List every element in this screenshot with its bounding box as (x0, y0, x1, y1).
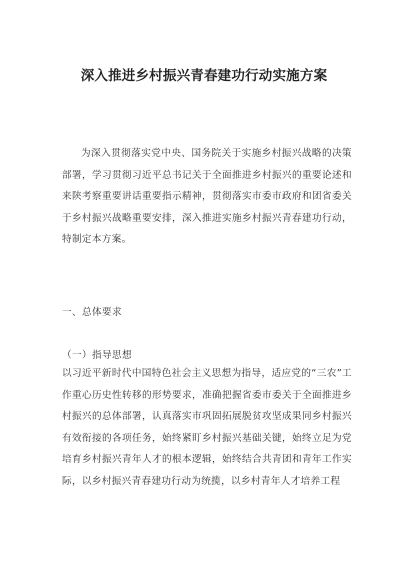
section-heading-general-requirements: 一、总体要求 (62, 307, 122, 318)
subsection-heading-guiding-ideology: （一）指导思想 (62, 350, 132, 361)
guiding-ideology-paragraph: 以习近平新时代中国特色社会主义思想为指导，适应党的“三农”工作重心历史性转移的形势要求，准确把握省委市委关于全面推进乡村振兴的总体部署，认真落实市巩固拓展脱贫攻坚成果同乡村振兴有效衔接的各项任务，始终紧盯乡村振兴基础关键，始终立足为党培育乡村振兴青年人才的根本逻辑，始终结合共青团和青年工作实际，以乡村振兴青春建功行动为统揽，以乡村青年人才培养工程 (62, 368, 352, 487)
intro-paragraph: 为深入贯彻落实党中央、国务院关于实施乡村振兴战略的决策部署，学习贯彻习近平总书记关于全面推进乡村振兴的重要论述和来陕考察重要讲话重要指示精神，贯彻落实市委市政府和团省委关于乡村振兴战略重要安排，深入推进实施乡村振兴青春建功行动，特制定本方案。 (62, 148, 352, 245)
document-title: 深入推进乡村振兴青春建功行动实施方案 (80, 68, 328, 84)
